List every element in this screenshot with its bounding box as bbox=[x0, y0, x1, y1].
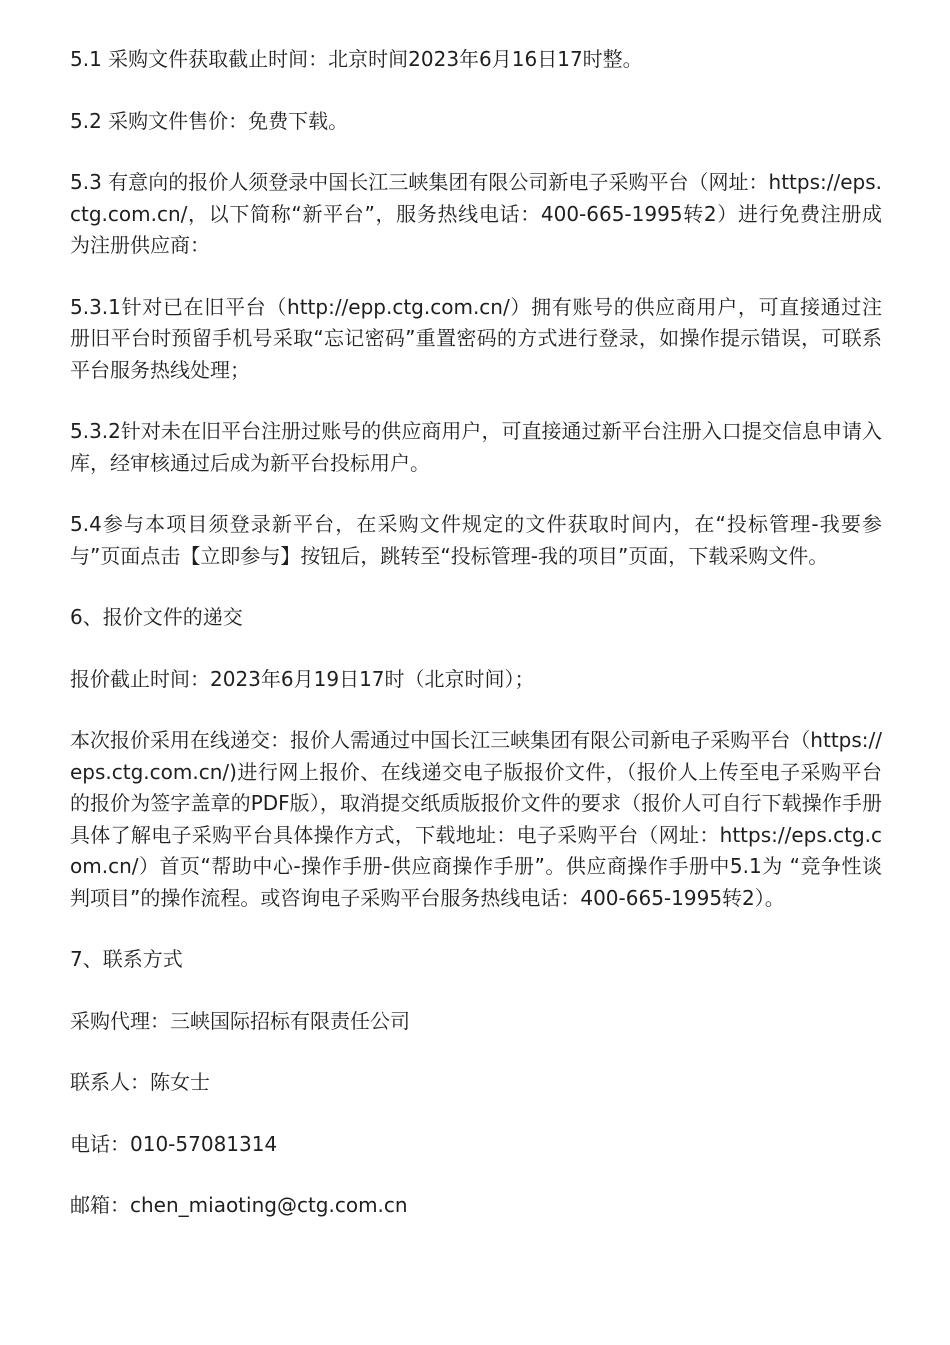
section-5-4-participation: 5.4参与本项目须登录新平台，在采购文件规定的文件获取时间内，在“投标管理-我要参与”页面点击【立即参与】按钮后，跳转至“投标管理-我的项目”页面，下载采购文件。 bbox=[70, 512, 882, 568]
procurement-agent: 采购代理：三峡国际招标有限责任公司 bbox=[70, 1008, 410, 1033]
document-body bbox=[70, 44, 882, 1252]
section-5-3-2-new-users: 5.3.2针对未在旧平台注册过账号的供应商用户，可直接通过新平台注册入口提交信息申请入库，经审核通过后成为新平台投标用户。 bbox=[70, 419, 882, 475]
contact-person: 联系人：陈女士 bbox=[70, 1070, 210, 1094]
section-6-heading: 6、报价文件的递交 bbox=[70, 605, 243, 629]
section-5-2-price: 5.2 采购文件售价：免费下载。 bbox=[70, 108, 349, 133]
section-5-3-1-old-platform: 5.3.1针对已在旧平台（http://epp.ctg.com.cn/）拥有账号的供应商用户，可直接通过注册旧平台时预留手机号采取“忘记密码”重置密码的方式进行登录，如操作提示错误，可联系平台服务热线处理； bbox=[70, 294, 882, 382]
contact-phone: 电话：010-57081314 bbox=[70, 1131, 278, 1156]
contact-email: 邮箱：chen_miaoting@ctg.com.cn bbox=[70, 1193, 408, 1217]
quote-deadline: 报价截止时间：2023年6月19日17时（北京时间）； bbox=[70, 666, 535, 691]
section-5-1-deadline: 5.1 采购文件获取截止时间：北京时间2023年6月16日17时整。 bbox=[70, 47, 643, 71]
online-submission-instructions: 本次报价采用在线递交：报价人需通过中国长江三峡集团有限公司新电子采购平台（https://eps.ctg.com.cn/)进行网上报价、在线递交电子版报价文件，（报价人上传至电子采购平台的报价为签字盖章的PDF版），取消提交纸质版报价文件的要求（报价人可自行下载操作手册具体了解电子采购平台具体操作方式，下载地址：电子采购平台（网址：https://eps.ctg.com.cn/）首页“帮助中心-操作手册-供应商操作手册”。供应商操作手册中5.1为 “竞争性谈判项目”的操作流程。或咨询电子采购平台服务热线电话：400-665-1995转2）。 bbox=[70, 728, 882, 910]
section-5-3-registration: 5.3 有意向的报价人须登录中国长江三峡集团有限公司新电子采购平台（网址：https://eps.ctg.com.cn/，以下简称“新平台”，服务热线电话：400-665-1995转2）进行免费注册成为注册供应商： bbox=[70, 170, 882, 257]
section-7-heading: 7、联系方式 bbox=[70, 947, 183, 971]
